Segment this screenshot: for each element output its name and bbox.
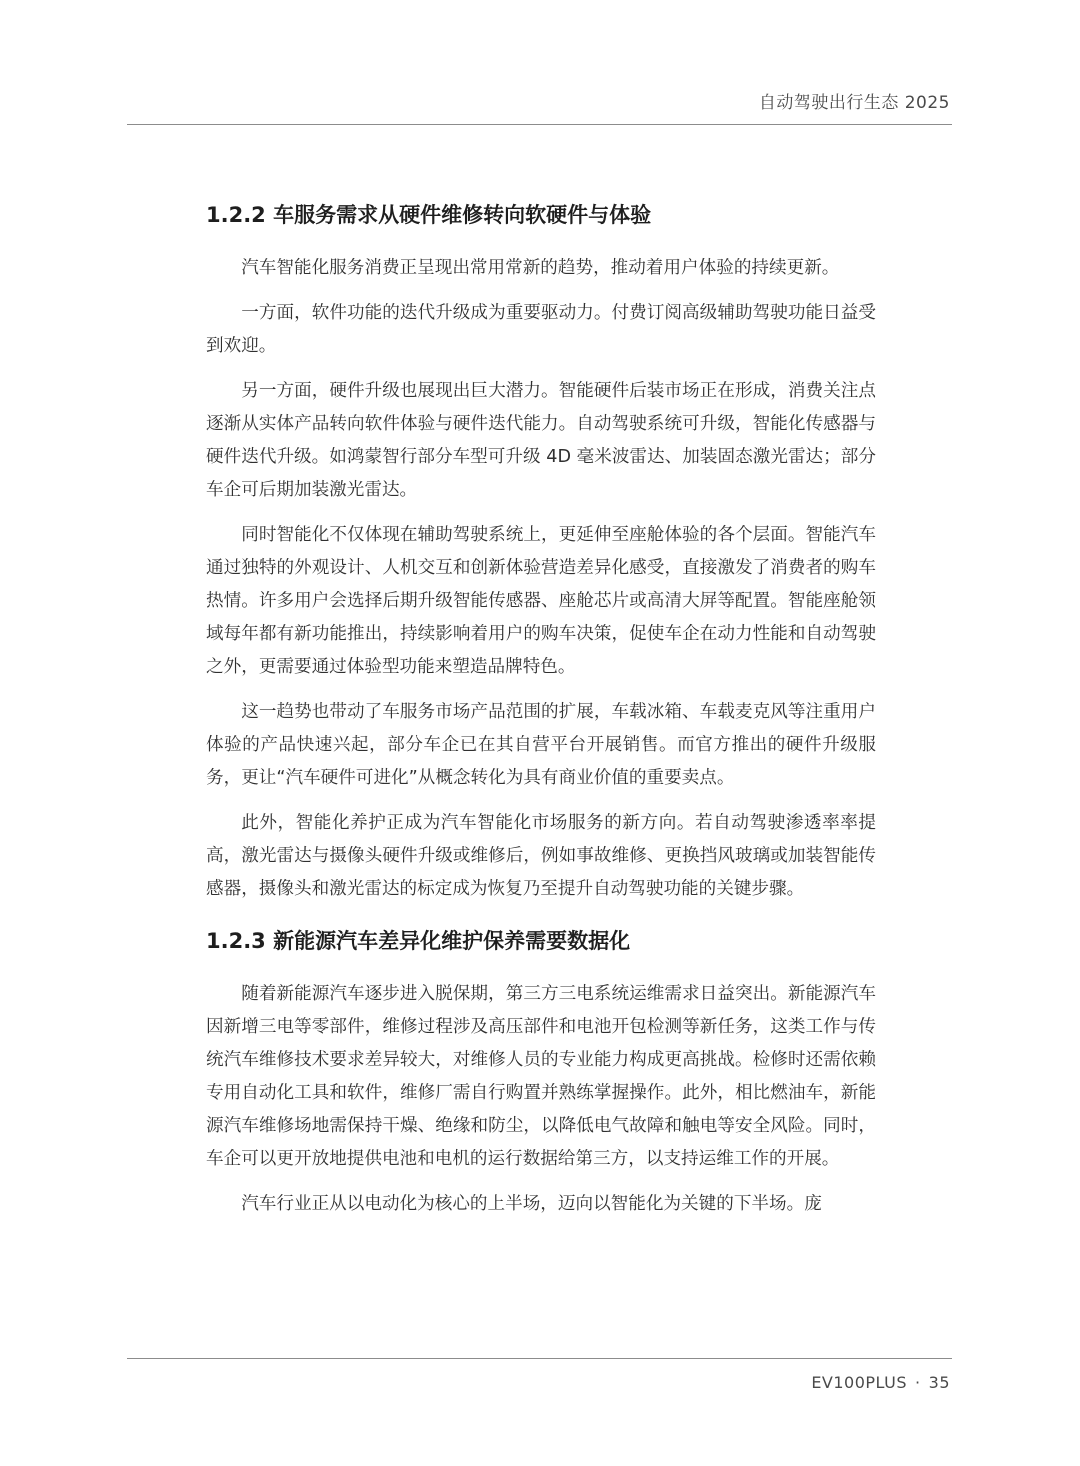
running-header-title: 自动驾驶出行生态 2025 <box>758 93 950 113</box>
paragraph: 汽车行业正从以电动化为核心的上半场，迈向以智能化为关键的下半场。庞 <box>241 1194 822 1214</box>
section-heading-1-2-2: 1.2.2 车服务需求从硬件维修转向软硬件与体验 <box>206 203 652 227</box>
paragraph: 随着新能源汽车逐步进入脱保期，第三方三电系统运维需求日益突出。新能源汽车因新增三电等零部件，维修过程涉及高压部件和电池开包检测等新任务，这类工作与传统汽车维修技术要求差异较大，对维修人员的专业能力构成更高挑战。检修时还需依赖专用自动化工具和软件，维修厂需自行购置并熟练掌握操作。此外，相比燃油车，新能源汽车维修场地需保持干燥、绝缘和防尘，以降低电气故障和触电等安全风险。同时，车企可以更开放地提供电池和电机的运行数据给第三方，以支持运维工作的开展。 <box>206 984 876 1169</box>
page-number: 35 <box>928 1373 950 1392</box>
page-body <box>206 188 876 1233</box>
footer-separator: · <box>915 1373 921 1392</box>
paragraph: 一方面，软件功能的迭代升级成为重要驱动力。付费订阅高级辅助驾驶功能日益受到欢迎。 <box>206 303 876 356</box>
paragraph: 同时智能化不仅体现在辅助驾驶系统上，更延伸至座舱体验的各个层面。智能汽车通过独特的外观设计、人机交互和创新体验营造差异化感受，直接激发了消费者的购车热情。许多用户会选择后期升级智能传感器、座舱芯片或高清大屏等配置。智能座舱领域每年都有新功能推出，持续影响着用户的购车决策，促使车企在动力性能和自动驾驶之外，更需要通过体验型功能来塑造品牌特色。 <box>206 525 876 677</box>
paragraph: 这一趋势也带动了车服务市场产品范围的扩展，车载冰箱、车载麦克风等注重用户体验的产品快速兴起，部分车企已在其自营平台开展销售。而官方推出的硬件升级服务，更让“汽车硬件可进化”从概念转化为具有商业价值的重要卖点。 <box>206 702 876 788</box>
paragraph: 汽车智能化服务消费正呈现出常用常新的趋势，推动着用户体验的持续更新。 <box>241 258 840 278</box>
running-footer <box>811 1373 950 1392</box>
paragraph: 另一方面，硬件升级也展现出巨大潜力。智能硬件后装市场正在形成，消费关注点逐渐从实体产品转向软件体验与硬件迭代能力。自动驾驶系统可升级，智能化传感器与硬件迭代升级。如鸿蒙智行部分车型可升级 4D 毫米波雷达、加装固态激光雷达；部分车企可后期加装激光雷达。 <box>206 381 876 500</box>
section-heading-1-2-3: 1.2.3 新能源汽车差异化维护保养需要数据化 <box>206 929 631 953</box>
footer-publication: EV100PLUS <box>811 1373 908 1392</box>
paragraph: 此外，智能化养护正成为汽车智能化市场服务的新方向。若自动驾驶渗透率率提高，激光雷达与摄像头硬件升级或维修后，例如事故维修、更换挡风玻璃或加装智能传感器，摄像头和激光雷达的标定成为恢复乃至提升自动驾驶功能的关键步骤。 <box>206 813 876 899</box>
header-divider <box>127 124 952 125</box>
footer-divider <box>127 1358 952 1359</box>
